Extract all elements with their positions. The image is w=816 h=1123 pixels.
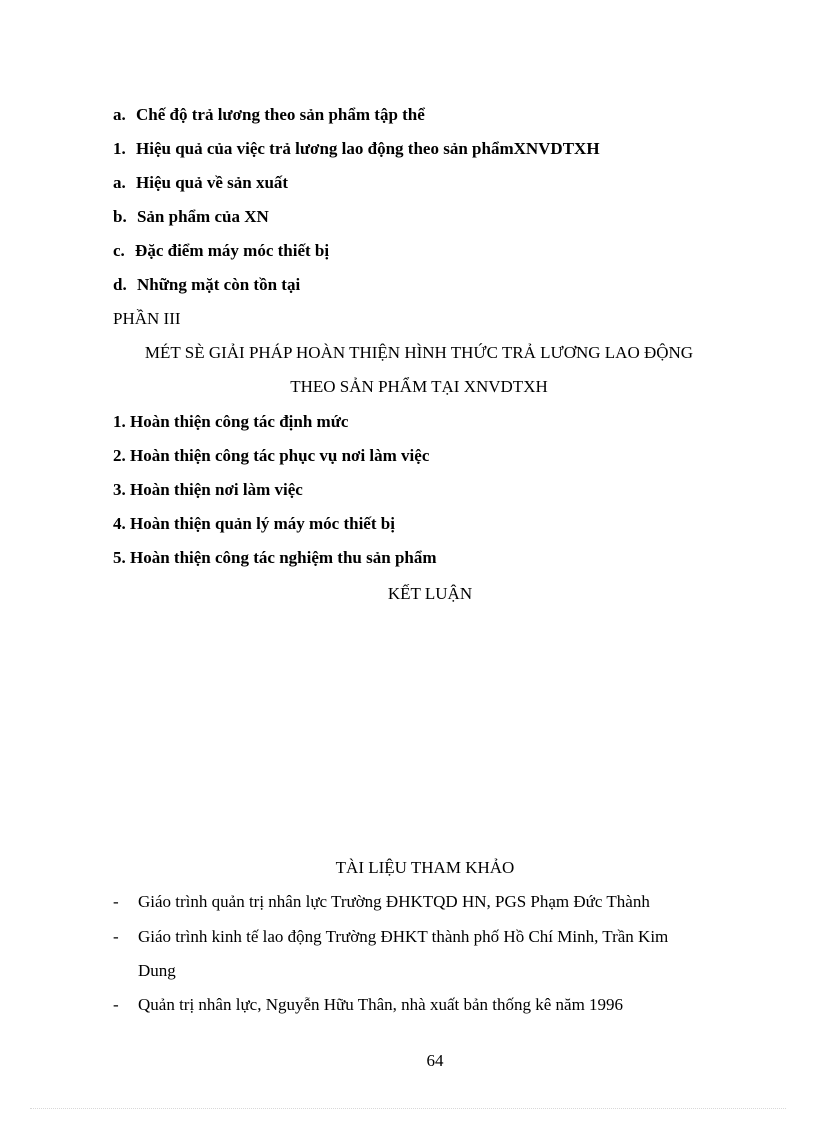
outline-marker: a. (113, 173, 126, 192)
reference-text: Giáo trình kinh tế lao động Trường ĐHKT thành phố Hồ Chí Minh, Trần Kim (138, 927, 669, 946)
part-title-line-2: THEO SẢN PHẨM TẠI XNVDTXH (290, 377, 548, 396)
outline-text: Những mặt còn tồn tại (136, 275, 301, 294)
outline-text: Hiệu quả của việc trả lương lao động theo sản phẩmXNVDTXH (136, 139, 600, 158)
reference-bullet: - (113, 892, 119, 911)
reference-item-2-continued (0, 960, 816, 982)
solution-item-3: 3. Hoàn thiện nơi làm việc (113, 480, 303, 499)
outline-text: Đặc điểm máy móc thiết bị (135, 241, 330, 260)
outline-marker: a. (113, 105, 126, 124)
conclusion-heading: KẾT LUẬN (387, 584, 473, 603)
solution-item-5: 5. Hoàn thiện công tác nghiệm thu sản phẩm (113, 548, 437, 567)
reference-item-1 (0, 891, 816, 913)
solution-item-4: 4. Hoàn thiện quản lý máy móc thiết bị (113, 514, 395, 533)
outline-text: Chế độ trả lương theo sản phẩm tập thể (136, 105, 425, 124)
reference-item-3 (0, 994, 816, 1016)
page-number: 64 (426, 1051, 444, 1070)
outline-marker: b. (113, 207, 127, 226)
outline-item-d-shortcomings (113, 274, 300, 296)
reference-item-2 (0, 926, 816, 948)
outline-text: Sản phẩm của XN (136, 207, 269, 226)
outline-text: Hiệu quả về sản xuất (136, 173, 289, 192)
outline-marker: c. (113, 241, 125, 260)
references-heading: TÀI LIỆU THAM KHẢO (335, 858, 515, 877)
reference-bullet: - (113, 927, 119, 946)
outline-item-b-products (113, 206, 269, 228)
outline-marker: 1. (113, 139, 126, 158)
outline-marker: d. (113, 275, 127, 294)
solution-item-1: 1. Hoàn thiện công tác định mức (113, 412, 349, 431)
outline-item-a-collective-wage (113, 104, 425, 126)
reference-bullet: - (113, 995, 119, 1014)
solution-item-2: 2. Hoàn thiện công tác phục vụ nơi làm việc (113, 446, 430, 465)
footer-divider (30, 1108, 786, 1109)
part-label: PHẦN III (113, 309, 181, 328)
outline-item-1-effectiveness (113, 138, 600, 160)
outline-item-a-production-effect (113, 172, 288, 194)
reference-text: Giáo trình quản trị nhân lực Trường ĐHKTQD HN, PGS Phạm Đức Thành (138, 892, 650, 911)
outline-item-c-equipment (113, 240, 329, 262)
reference-text: Dung (138, 961, 176, 980)
part-title-line-1: MÉT SÈ GIẢI PHÁP HOÀN THIỆN HÌNH THỨC TRẢ LƯƠNG LAO ĐỘNG (144, 343, 694, 362)
reference-text: Quản trị nhân lực, Nguyễn Hữu Thân, nhà xuất bản thống kê năm 1996 (138, 995, 624, 1014)
